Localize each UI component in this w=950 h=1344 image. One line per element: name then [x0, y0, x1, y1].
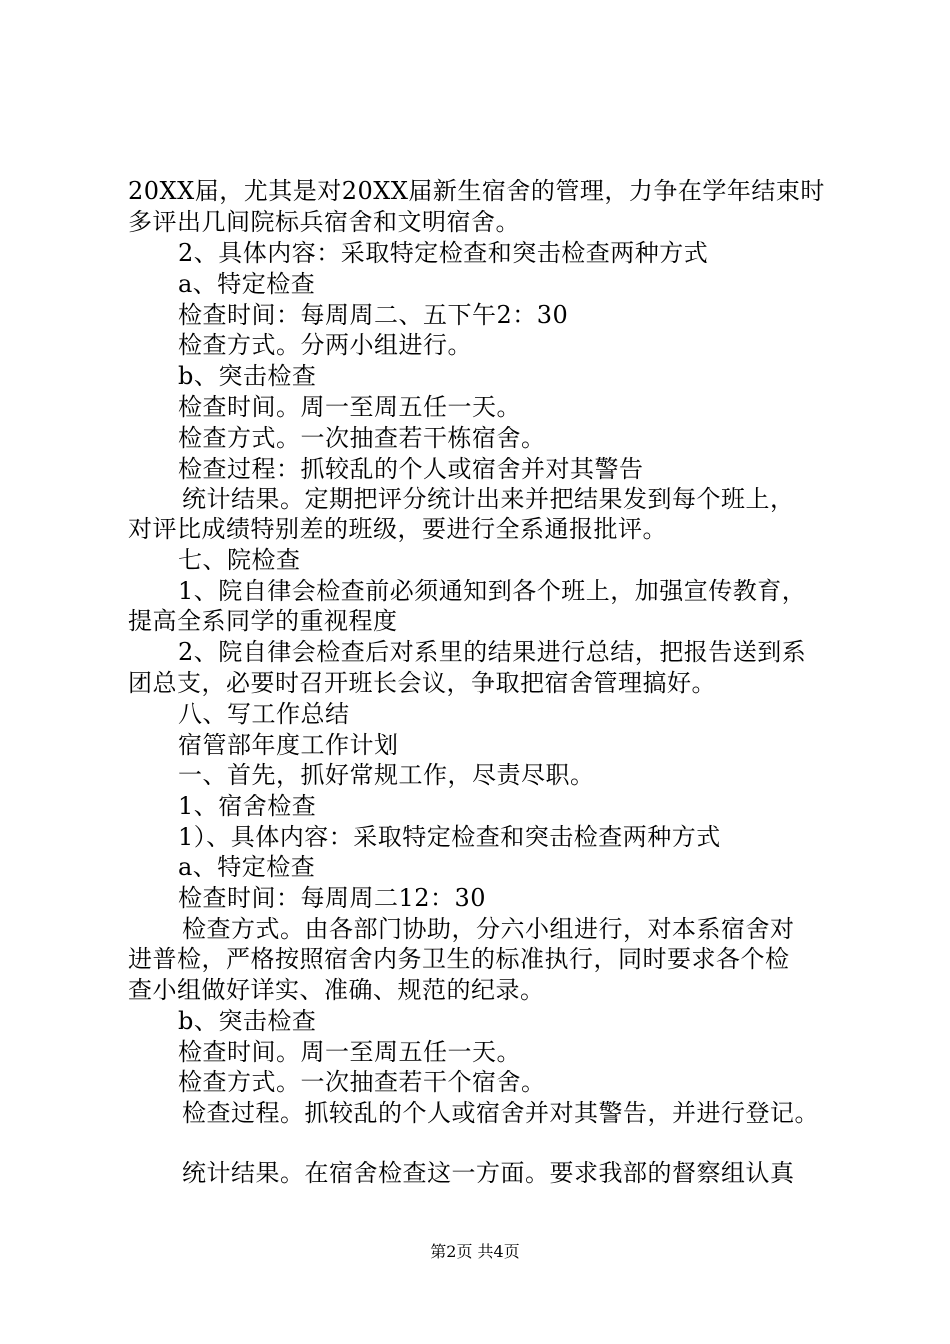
text-line: b、突击检查: [178, 1007, 317, 1035]
text-line: 2、院自律会检查后对系里的结果进行总结，把报告送到系: [178, 638, 807, 666]
text-line: 检查过程：抓较乱的个人或宿舍并对其警告: [178, 455, 644, 483]
text-line: 检查时间：每周周二、五下午2：30: [178, 301, 569, 329]
text-line: 宿管部年度工作计划: [178, 731, 399, 759]
text-line: 检查方式。一次抽查若干栋宿舍。: [178, 424, 546, 452]
text-line: 1、宿舍检查: [178, 792, 317, 820]
text-line: 查小组做好详实、准确、规范的纪录。: [128, 976, 545, 1004]
text-line: 团总支，必要时召开班长会议，争取把宿舍管理搞好。: [128, 669, 716, 697]
text-line: 检查过程。抓较乱的个人或宿舍并对其警告，并进行登记。: [182, 1099, 819, 1127]
text-line: 统计结果。定期把评分统计出来并把结果发到每个班上，: [182, 485, 795, 513]
text-line: 检查方式。分两小组进行。: [178, 331, 472, 359]
text-line: 检查方式。由各部门协助，分六小组进行，对本系宿舍对: [182, 915, 795, 943]
text-line: 提高全系同学的重视程度: [128, 607, 398, 635]
text-line: 一、首先，抓好常规工作，尽责尽职。: [178, 761, 595, 789]
section-heading: 八、写工作总结: [178, 700, 350, 728]
text-line: 统计结果。在宿舍检查这一方面。要求我部的督察组认真: [182, 1159, 795, 1187]
text-line: 1、院自律会检查前必须通知到各个班上，加强宣传教育，: [178, 577, 807, 605]
text-line: 检查方式。一次抽查若干个宿舍。: [178, 1068, 546, 1096]
text-line: a、特定检查: [178, 270, 316, 298]
text-line: 进普检，严格按照宿舍内务卫生的标准执行，同时要求各个检: [128, 945, 790, 973]
text-line: b、突击检查: [178, 362, 317, 390]
text-line: 20XX届，尤其是对20XX届新生宿舍的管理，力争在学年结束时: [128, 177, 825, 205]
section-heading: 七、院检查: [178, 546, 301, 574]
text-line: 多评出几间院标兵宿舍和文明宿舍。: [128, 208, 520, 236]
text-line: 对评比成绩特别差的班级，要进行全系通报批评。: [128, 515, 667, 543]
text-line: 2、具体内容：采取特定检查和突击检查两种方式: [178, 239, 709, 267]
text-line: 1）、具体内容：采取特定检查和突击检查两种方式: [178, 823, 721, 851]
page-footer: 第2页 共4页: [430, 1242, 520, 1261]
text-line: 检查时间。周一至周五任一天。: [178, 1038, 521, 1066]
text-line: 检查时间：每周周二12：30: [178, 884, 487, 912]
text-line: 检查时间。周一至周五任一天。: [178, 393, 521, 421]
text-line: a、特定检查: [178, 853, 316, 881]
